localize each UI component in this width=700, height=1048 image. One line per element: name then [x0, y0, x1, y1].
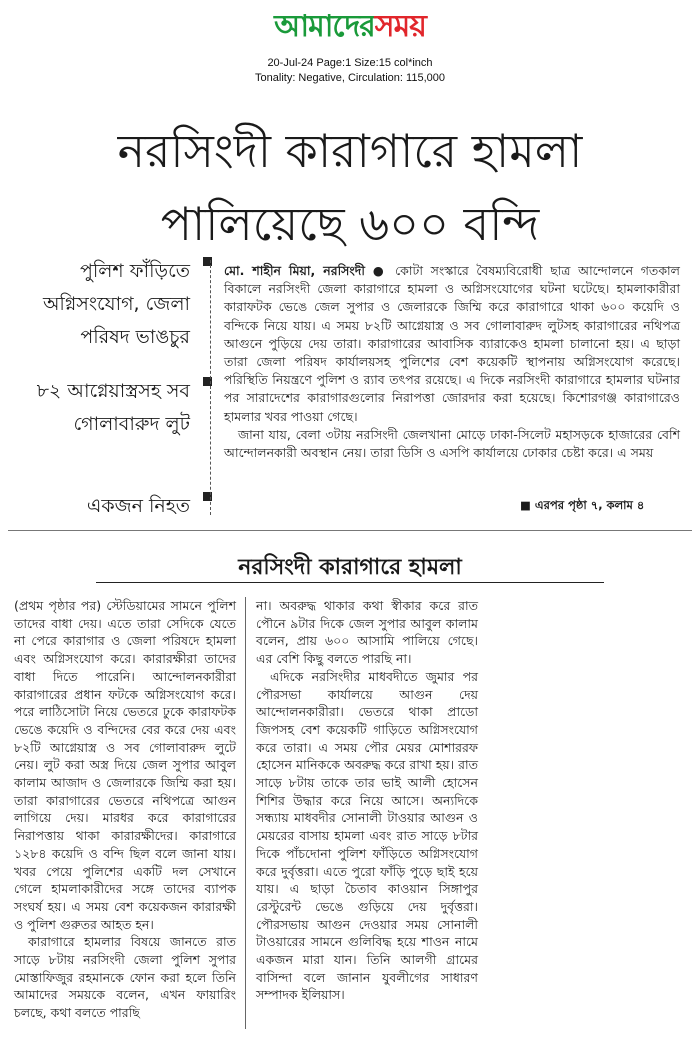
- highlight-item: [16, 375, 216, 441]
- headline-rule: [96, 582, 604, 583]
- logo-part-2: সময়: [374, 9, 426, 44]
- story-paragraph: না। অবরুদ্ধ থাকার কথা স্বীকার করে রাত পৌনে ৯টার দিকে জেল সুপার আবুল কালাম বলেন, প্রায় ৬০০ আসামি পালিয়ে গেছে। এর বেশি কিছু বলতে পারছি না।: [256, 598, 478, 667]
- story-paragraph: এদিকে নরসিংদীর মাধবদীতে জুমার পর পৌরসভা কার্যালয়ে আগুন দেয় আন্দোলনকারীরা। ভেতরে থাকা প্রাডো জিপসহ বেশ কয়েকটি গাড়িতে অগ্নিসংযোগ করে তারা। এ সময় পৌর মেয়র মোশাররফ হোসেন মানিককে অবরুদ্ধ করে রাখা হয়। রাত সাড়ে ৮টায় তাকে তার ভাই আলী হোসেন শিশির উদ্ধার করে নিয়ে আসে। অন্যদিকে সন্ধ্যায় মাধবদীর সোনালী টাওয়ার আগুন ও মেয়রের বাসায় হামলা এবং রাত সাড়ে ৮টার দিকে পাঁচদোনা পুলিশ ফাঁড়িতে অগ্নিসংযোগ করে দুর্বৃত্তরা। এতে পুরো ফাঁড়ি পুড়ে ছাই হয়ে যায়। এ ছাড়া চৈতাব কাওয়ান সিঙ্গাপুর রেস্টুরেন্ট ভেঙে গুড়িয়ে দেয় দুর্বৃত্তরা। পৌরসভায় আগুন দেওয়ার সময় সোনালী টাওয়ারের সামনে গুলিবিদ্ধ হয়ে শাওন নামে একজন মারা যান। তিনি আলগী গ্রামের বাসিন্দা বলে জানান যুবলীগের সাধারণ সম্পাদক ইলিয়াস।: [256, 668, 478, 1003]
- inside-right-column: [256, 597, 478, 1004]
- logo-part-1: আমাদের: [274, 9, 375, 44]
- column-divider: [245, 597, 246, 1029]
- clip-meta-line-2: Tonality: Negative, Circulation: 115,000: [255, 72, 445, 84]
- front-story: [224, 262, 680, 462]
- headline-line-2: পালিয়েছে ৬০০ বন্দি: [160, 197, 540, 251]
- highlight-text: ৮২ আগ্নেয়াস্ত্রসহ সব গোলাবারুদ লুট: [36, 380, 190, 435]
- highlight-text: একজন নিহত: [86, 495, 190, 517]
- highlight-item: [16, 490, 216, 523]
- column-divider: [210, 260, 211, 515]
- newspaper-logo: [214, 2, 486, 42]
- inside-headline: নরসিংদী কারাগারে হামলা: [238, 555, 462, 580]
- highlight-text: পুলিশ ফাঁড়িতে অগ্নিসংযোগ, জেলা পরিষদ ভাঙচুর: [42, 260, 190, 348]
- byline: মো. শাহীন মিয়া, নরসিংদী ●: [224, 263, 388, 278]
- inside-left-column: [14, 597, 236, 1022]
- headline-line-1: নরসিংদী কারাগারে হামলা: [117, 124, 583, 178]
- clip-meta-line-1: 20-Jul-24 Page:1 Size:15 col*inch: [267, 57, 433, 69]
- story-paragraph: কোটা সংস্কারে বৈষম্যবিরোধী ছাত্র আন্দোলনে গতকাল বিকালে নরসিংদী জেলা কারাগারে হামলা ও অগ্নিসংযোগের ঘটনা ঘটেছে। হামলাকারীরা কারাফটক ভেঙে জেল সুপার ও জেলারকে জিম্মি করে কারাগারে থাকা ৬০০ কয়েদি ও বন্দিকে নিয়ে যায়। এ সময় ৮২টি আগ্নেয়াস্ত্র ও সব গোলাবারুদ লুটসহ কারাগারের নথিপত্র আগুনে পুড়িয়ে দেয় তারা। কারাগারের আবাসিক ব্যারাকেও হামলা চালানো হয়। এ ছাড়া তারা জেলা পরিষদ কার্যালয়সহ পুলিশের বেশ কয়েকটি স্থাপনায় অগ্নিসংযোগ করেছে। পরিস্থিতি নিয়ন্ত্রণে পুলিশ ও র‍্যাব তৎপর রয়েছে। এ দিকে নরসিংদী কারাগারে হামলার ঘটনার পর সারাদেশের কারাগারগুলোর নিরাপত্তা জোরদার করা হয়েছে। কিশোরগঞ্জ কারাগারেও হামলার খবর পাওয়া গেছে।: [224, 263, 680, 424]
- section-divider: [8, 530, 692, 531]
- story-paragraph: (প্রথম পৃষ্ঠার পর) স্টেডিয়ামের সামনে পুলিশ তাদের বাধা দেয়। এতে তারা সেদিকে যেতে না পেরে কারাগার ও জেলা পরিষদে হামলা এবং অগ্নিসংযোগ করে। কারারক্ষীরা তাদের বাধা দিতে পারেনি। আন্দোলনকারীরা কারাগারের প্রধান ফটকে অগ্নিসংযোগ করে। পরে লাঠিসোটা নিয়ে ভেতরে ঢুকে কারাফটক ভেঙে কয়েদি ও বন্দিদের বের করে দেয় এবং ৮২টি আগ্নেয়াস্ত্র ও সব গোলাবারুদ লুটে নেয়। লুট করা অস্ত্র দিয়ে জেল সুপার আবুল কালাম আজাদ ও জেলারকে জিম্মি করা হয়। তারা কারাগারের ভেতরে নথিপত্রে আগুন লাগিয়ে দেয়। মারধর করে কারাগারের নিরাপত্তায় থাকা কারারক্ষীদের। কারাগারে ১২৮৪ কয়েদি ও বন্দি ছিল বলে জানা যায়। খবর পেয়ে পুলিশের একটি দল সেখানে গেলে হামলাকারীদের সঙ্গে তাদের ব্যাপক সংঘর্ষ হয়। এ সময় বেশ কয়েকজন কারারক্ষী ও পুলিশ গুরুতর আহত হন।: [14, 598, 236, 932]
- story-paragraph: জানা যায়, বেলা ৩টায় নরসিংদী জেলখানা মোড়ে ঢাকা-সিলেট মহাসড়কে হাজারের বেশি আন্দোলনকারী অবস্থান নেয়। তারা ডিসি ও এসপি কার্যালয়ে ঢোকার চেষ্টা করে। এ সময়: [224, 426, 680, 461]
- highlight-item: [16, 255, 216, 354]
- story-paragraph: কারাগারে হামলার বিষয়ে জানতে রাত সাড়ে ৮টায় নরসিংদী জেলা পুলিশ সুপার মোস্তাফিজুর রহমানকে ফোন করা হলে তিনি আমাদের সময়কে বলেন, এখন ফায়ারিং চলছে, কথা বলতে পারছি: [14, 934, 236, 1021]
- continuation-note: ■ এরপর পৃষ্ঠা ৭, কলাম ৪: [520, 498, 645, 512]
